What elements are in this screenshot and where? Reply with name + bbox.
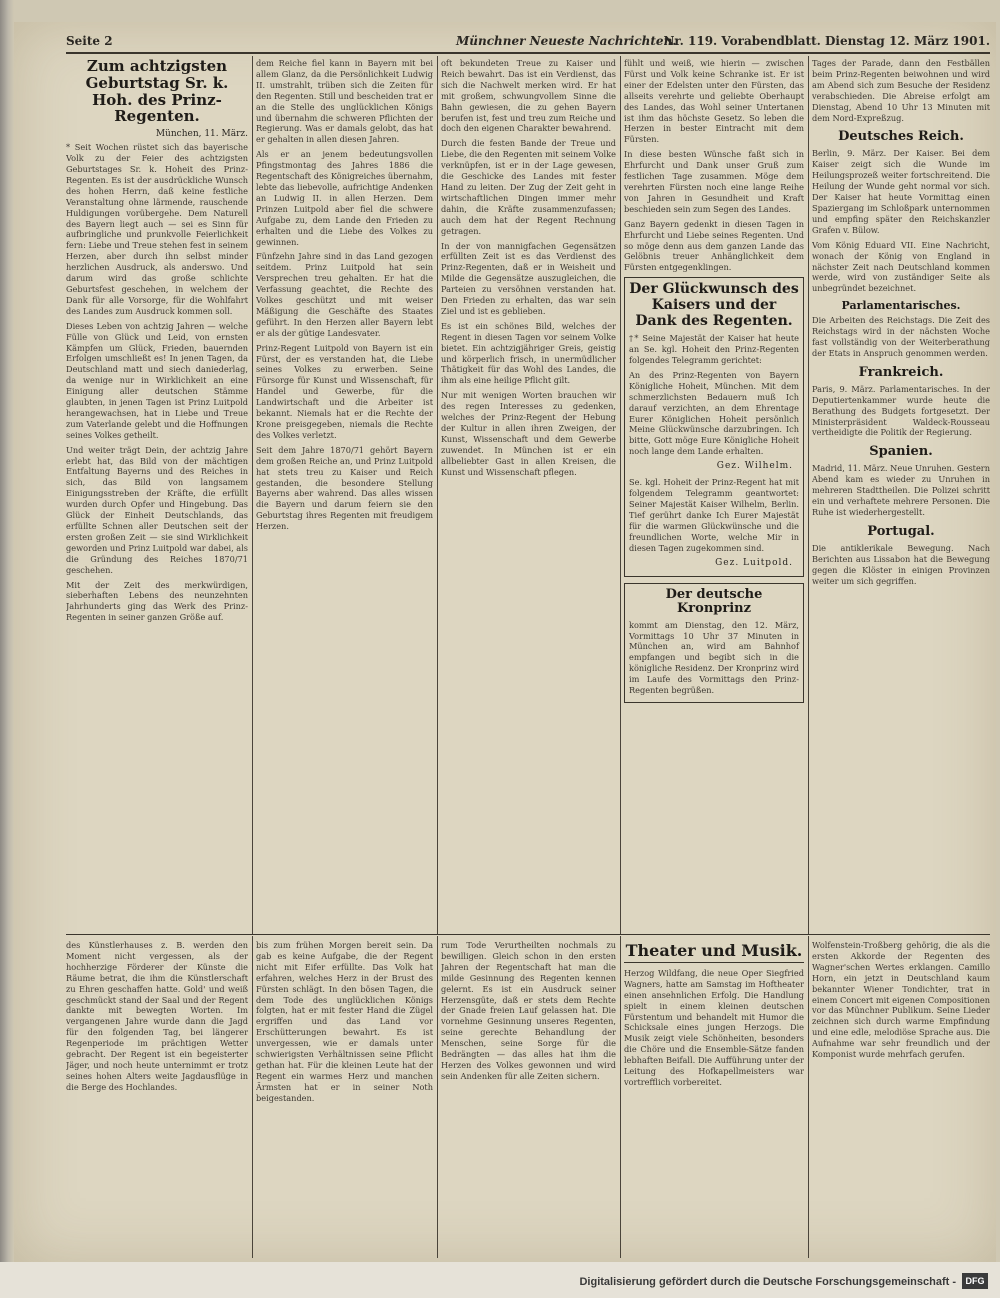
article-paragraph: Die Arbeiten des Reichstags. Die Zeit des Reichstags wird in der nächsten Woche fast vollständig von der Weiterberathung der Etats in Anspruch genommen werden. <box>812 315 990 358</box>
article-dateline: München, 11. März. <box>155 129 248 140</box>
lower-column-4 <box>624 940 804 1256</box>
section-heading-portugal: Portugal. <box>867 523 935 539</box>
article-paragraph: Herzog Wildfang, die neue Oper Siegfried Wagners, hatte am Samstag im Hoftheater einen ansehnlichen Erfolg. Die Handlung spielt in einem kleinen deutschen Fürstentum und behandelt mit Humor die Schicksale eines jungen Herzogs. Die Musik zeigt viele Schönheiten, besonders die Chöre und die Ensemble-Sätze fanden lebhaften Beifall. Die Aufführung unter der Leitung des Hofkapellmeisters war vortrefflich vorbereitet. <box>624 967 804 1087</box>
article-paragraph: Ganz Bayern gedenkt in diesen Tagen in Ehrfurcht und Liebe seines Regenten. Und so möge denn aus dem ganzen Lande das Gelöbnis treuer Anhänglichkeit dem Fürsten entgegenklingen. <box>624 218 804 273</box>
article-paragraph: Berlin, 9. März. Der Kaiser. Bei dem Kaiser zeigt sich die Wunde im Heilungsprozeß weiter fortschreitend. Die Heilung der Wunde geht normal vor sich. Der Kaiser hat heute Vormittag einen Spaziergang im Schloßpark unternommen und empfing später den Reichskanzler Grafen v. Bülow. <box>812 148 990 235</box>
article-paragraph: Es ist ein schönes Bild, welches der Regent in diesen Tagen vor seinem Volke bietet. Ein achtzigjähriger Greis, geistig und körperlich frisch, in unermüdlicher Thätigkeit für das Wohl des Landes, die ihm als eine heilige Pflicht gilt. <box>441 320 616 386</box>
article-paragraph: Als er an jenem bedeutungsvollen Pfingstmontag des Jahres 1886 die Regentschaft des Königreiches übernahm, lebte das liebevolle, aufrichtige Andenken an Ludwig II. in allen Herzen. Dem Prinzen Luitpold aber fiel die schwere Aufgabe zu, dem Lande den Frieden zu erhalten und die Liebe des Volkes zu gewinnen. <box>256 149 433 247</box>
signature-regent: Gez. Luitpold. <box>715 557 793 568</box>
article-paragraph: rum Tode Verurtheilten nochmals zu bewilligen. Gleich schon in den ersten Jahren der Regentschaft hat man die milde Gesinnung des Regenten kennen gelernt. Es ist ein Ausdruck seiner Herzensgüte, daß er stets dem Rechte der Gnade freien Lauf gelassen hat. Die vornehme Gesinnung unseres Regenten, seine gerechte Behandlung der Menschen, seine Sorge für die Bedrängten — das alles hat ihm die Herzen des Volkes gewonnen und wird sein Andenken für alle Zeiten sichern. <box>441 940 616 1081</box>
lower-column-2 <box>256 940 433 1256</box>
kronprinz-headline: Der deutsche Kronprinz <box>665 586 763 617</box>
article-paragraph: fühlt und weiß, wie hierin — zwischen Fürst und Volk keine Schranke ist. Er ist einer der Edelsten unter den Fürsten, das allseits verehrte und geliebte Oberhaupt des Landes, das Wohl seiner Untertanen ist ihm das höchste Gesetz. So leben die Herzen in bester Eintracht mit dem Fürsten. <box>624 58 804 145</box>
header-rule <box>66 52 990 54</box>
column-rule <box>620 936 621 1258</box>
section-heading-frankreich: Frankreich. <box>858 364 944 380</box>
column-1 <box>66 58 248 932</box>
column-rule <box>437 56 438 934</box>
article-paragraph: Durch die festen Bande der Treue und Liebe, die den Regenten mit seinem Volke verknüpfen, ist er in der Lage gewesen, die Geschicke des Landes mit fester Hand zu leiten. Der Zug der Zeit geht in wirtschaftlichen Dingen immer mehr dahin, die Kräfte zusammenzufassen; auch dem hat der Regent Rechnung getragen. <box>441 138 616 236</box>
digitization-credit: Digitalisierung gefördert durch die Deutsche Forschungsgemeinschaft - <box>579 1276 956 1288</box>
article-paragraph: Vom König Eduard VII. Eine Nachricht, wonach der König von England in nächster Zeit nach Deutschland kommen werde, wird von zuständiger Seite als unbegründet bezeichnet. <box>812 239 990 294</box>
article-paragraph: In diese besten Wünsche faßt sich in Ehrfurcht und Dank unser Gruß zum festlichen Tage zusammen. Möge dem verehrten Fürsten noch eine lange Reihe von Jahren in Gesundheit und Kraft beschieden sein zum Segen des Landes. <box>624 149 804 214</box>
article-paragraph: Se. kgl. Hoheit der Prinz-Regent hat mit folgendem Telegramm geantwortet: Seiner Majestät Kaiser Wilhelm, Berlin. Tief gerührt danke Ich Eurer Majestät für die warmen Glückwünsche und die freundlichen Worte, welche Mir in diesen Tagen zugekommen sind. <box>629 477 799 553</box>
kronprinz-box <box>624 583 804 703</box>
article-paragraph: Wolfenstein-Troßberg gehörig, die als die ersten Akkorde der Regenten des Wagner'schen Wertes erklangen. Camillo Horn, ein jetzt in Deutschland kaum bekannter Wiener Tondichter, trat in einem Concert mit eigenen Compositionen vor das Münchner Publikum. Seine Lieder zeichnen sich durch warme Empfindung und eine edle, melodiöse Sprache aus. Die Aufnahme war sehr freundlich und der Komponist wurde mehrfach gerufen. <box>812 940 990 1060</box>
article-paragraph: Dieses Leben von achtzig Jahren — welche Fülle von Glück und Leid, von ernsten Kämpfen um Glück, Frieden, bauernden Erfolgen umschließt es! In jenen Tagen, da Deutschland matt und siech daniederlag, da wenige nur in Wirklichkeit an eine Einigung aller deutschen Stämme glaubten, in jenen Tagen ist Prinz Luitpold herangewachsen, hat in Liebe und Treue zum Vaterlande gelebt und die Hoffnungen seines Volkes getheilt. <box>66 320 248 440</box>
article-paragraph: Nur mit wenigen Worten brauchen wir des regen Interesses zu gedenken, welches der Prinz-Regent der Hebung der Kultur in allen ihren Zweigen, der Kunst, Wissenschaft und dem Gewerbe zuwendet. In München ist er ein allbeliebter Gast in allen Kreisen, die Kunst und Wissenschaft pflegen. <box>441 390 616 477</box>
dfg-logo-icon: DFG <box>962 1273 988 1289</box>
column-rule <box>808 936 809 1258</box>
page-number: Seite 2 <box>66 34 113 48</box>
newspaper-title: Münchner Neueste Nachrichten. <box>456 34 677 48</box>
signature-kaiser: Gez. Wilhelm. <box>716 461 793 472</box>
article-paragraph: kommt am Dienstag, den 12. März, Vormittags 10 Uhr 37 Minuten in München an, wird am Bahnhof empfangen und begibt sich in die königliche Residenz. Der Kronprinz wird im Laufe des Vormittags den Prinz-Regenten begrüßen. <box>629 619 799 696</box>
article-paragraph: Mit der Zeit des merkwürdigen, sieberhaften Lebens des neunzehnten Jahrhunderts ging das Werk des Prinz-Regenten in seiner ganzen Größe auf. <box>66 579 248 623</box>
section-heading-spanien: Spanien. <box>869 444 933 460</box>
lower-column-3 <box>441 940 616 1256</box>
column-3 <box>441 58 616 932</box>
article-paragraph: Fünfzehn Jahre sind in das Land gezogen seitdem. Prinz Luitpold hat sein Versprechen treu gehalten. Er hat die Verfassung geachtet, die Rechte des Volkes geschützt und mit weiser Mäßigung die Geschäfte des Staates geführt. In den Herzen aller Bayern lebt er als der gütige Landesvater. <box>256 251 433 338</box>
column-rule <box>437 936 438 1258</box>
column-rule <box>620 56 621 934</box>
article-paragraph: dem Reiche fiel kann in Bayern mit bei allem Glanz, da die Persönlichkeit Ludwig II. umstrahlt, trüben sich die Zeiten für den Regenten. Still und bescheiden trat er an die Stelle des unglücklichen Königs und übernahm die schweren Pflichten der Regierung. Was er damals gelobt, das hat er gehalten in allen diesen Jahren. <box>256 58 433 145</box>
article-paragraph: An des Prinz-Regenten von Bayern Königliche Hoheit, München. Mit dem schmerzlichsten Bedauern muß Ich darauf verzichten, an dem Ehrentage Eurer Königlichen Hoheit persönlich Meine Glückwünsche darzubringen. Ich bitte, Gott möge Eure Königliche Hoheit noch lange dem Lande erhalten. <box>629 369 799 457</box>
page-header <box>66 34 990 50</box>
section-heading-parlamentarisches: Parlamentarisches. <box>841 299 961 313</box>
article-paragraph: Paris, 9. März. Parlamentarisches. In der Deputiertenkammer wurde heute die Berathung des Budgets fortgesetzt. Der Ministerpräsident Waldeck-Rousseau vertheidigte die Politik der Regierung. <box>812 383 990 438</box>
section-rule <box>66 934 990 935</box>
lower-column-5 <box>812 940 990 1256</box>
column-rule <box>252 936 253 1258</box>
page-binding <box>0 0 14 1298</box>
telegram-headline: Der Glückwunsch des Kaisers und der Dank des Regenten. <box>629 281 799 329</box>
theater-heading: Theater und Musik. <box>624 942 804 963</box>
telegram-box <box>624 277 804 576</box>
article-paragraph: oft bekundeten Treue zu Kaiser und Reich bewahrt. Das ist ein Verdienst, das sich die Nachwelt merken wird. Er hat mit großem, schwungvollem Sinne die Bahn gewiesen, die zu gehen Bayern berufen ist, fest und treu zum Reiche und doch den eigenen Charakter bewahrend. <box>441 58 616 134</box>
section-heading-deutsches-reich: Deutsches Reich. <box>838 129 964 145</box>
article-paragraph: In der von mannigfachen Gegensätzen erfüllten Zeit ist es das Verdienst des Prinz-Regenten, daß er in Weisheit und Milde die Gegensätze auszugleichen, die Parteien zu versöhnen verstanden hat. Den Frieden zu erhalten, das war sein Ziel und ist es geblieben. <box>441 240 616 316</box>
article-paragraph: Madrid, 11. März. Neue Unruhen. Gestern Abend kam es wieder zu Unruhen in mehreren Stadttheilen. Die Polizei schritt ein und verhaftete mehrere Personen. Die Ruhe ist wiederhergestellt. <box>812 463 990 517</box>
article-paragraph: * Seit Wochen rüstet sich das bayerische Volk zu der Feier des achtzigsten Geburtstages Sr. k. Hoheit des Prinz-Regenten. Es ist der ausdrückliche Wunsch des hohen Herrn, daß keine festliche Veranstaltung ohne lärmende, rauschende Huldigungen vorübergehe. Dem Naturell des Bayern liegt auch — sei es Sinn für aufbringliche und prunkvolle Feierlichkeit fern: Liebe und Treue stehen fest in seinem Herzen, aber durch ihn selbst minder herzlichen Ausdruck, als anderswo. Und darum wird das große schlichte Geburtsfest geschehen, in welchem der Dank für alle Vorsorge, für die Wohlfahrt des Landes zum Ausdruck kommen soll. <box>66 142 248 316</box>
column-rule <box>252 56 253 934</box>
column-2 <box>256 58 433 932</box>
column-4 <box>624 58 804 932</box>
column-5 <box>812 58 990 932</box>
article-paragraph: des Künstlerhauses z. B. werden den Moment nicht vergessen, als der hochherzige Förderer der Künste die Räume betrat, die ihm die Künstlerschaft zu Ehren geschaffen hatte. Gold' und weiß geschmückt stand der Saal und der Regent dankte mit bewegten Worten. Im vergangenen Jahre wurde dann die Jagd für den folgenden Tag, bei längerer Regenperiode im prächtigen Wetter gebracht. Der Regent ist ein begeisterter Jäger, und noch heute unternimmt er trotz seines hohen Alters weite Jagdausflüge in die Berge des Hochlandes. <box>66 940 248 1092</box>
article-paragraph: Seit dem Jahre 1870/71 gehört Bayern dem großen Reiche an, und Prinz Luitpold hat stets treu zu Kaiser und Reich gestanden, die besondere Stellung Bayerns aber wahrend. Das alles wissen die Bayern und darum feiern sie den Geburtstag ihres Regenten mit freudigem Herzen. <box>256 444 433 532</box>
article-paragraph: Tages der Parade, dann den Festbällen beim Prinz-Regenten beiwohnen und wird am Abend sich zum Besuche der Residenz verabschieden. Die Abreise erfolgt am Dienstag, Abend 10 Uhr 13 Minuten mit dem Nord-Expreßzug. <box>812 58 990 123</box>
lower-column-1 <box>66 940 248 1256</box>
issue-info: Nr. 119. Vorabendblatt. Dienstag 12. März 1901. <box>663 34 990 48</box>
article-paragraph: bis zum frühen Morgen bereit sein. Da gab es keine Aufgabe, die der Regent nicht mit Eifer erfüllte. Das Volk hat erfahren, welches Herz in der Brust des Fürsten schlägt. In den bösen Tagen, die dem Tode des unglücklichen Königs folgten, hat er mit fester Hand die Zügel ergriffen und das Land vor Erschütterungen bewahrt. Es ist unvergessen, wie er damals unter schwierigsten Verhältnissen seine Pflicht gethan hat. Für die kleinen Leute hat der Regent ein warmes Herz und manchen Ärmsten hat er in seiner Noth beigestanden. <box>256 940 433 1103</box>
article-headline: Zum achtzigsten Geburtstag Sr. k. Hoh. des Prinz-Regenten. <box>85 58 229 126</box>
article-paragraph: Prinz-Regent Luitpold von Bayern ist ein Fürst, der es verstanden hat, die Liebe seines Volkes zu erwerben. Seine Fürsorge für Kunst und Wissenschaft, für Handel und Gewerbe, für die Landwirtschaft und die Arbeiter ist bekannt. Niemals hat er die Rechte der Krone preisgegeben, niemals die Rechte des Volkes verletzt. <box>256 342 433 440</box>
article-paragraph: Die antiklerikale Bewegung. Nach Berichten aus Lissabon hat die Bewegung gegen die Klöster in einigen Provinzen weiter um sich gegriffen. <box>812 542 990 586</box>
article-paragraph: †* Seine Majestät der Kaiser hat heute an Se. kgl. Hoheit den Prinz-Regenten folgendes Telegramm gerichtet: <box>629 333 799 366</box>
article-paragraph: Und weiter trägt Dein, der achtzig Jahre erlebt hat, das Bild von der mächtigen Entfaltung Bayerns und des Reiches in sich, das Bild von langsamem Einigungsstreben der Kräfte, die erfüllt wurden durch Opfer und Hingebung. Das Glück der Einheit Deutschlands, das erfüllte Schnen aller Deutschen seit der ersten großen Zeit — sie sind Wirklichkeit geworden und Prinz Luitpold war dabei, als die Gründung des Reiches 1870/71 geschehen. <box>66 444 248 575</box>
column-rule <box>808 56 809 934</box>
